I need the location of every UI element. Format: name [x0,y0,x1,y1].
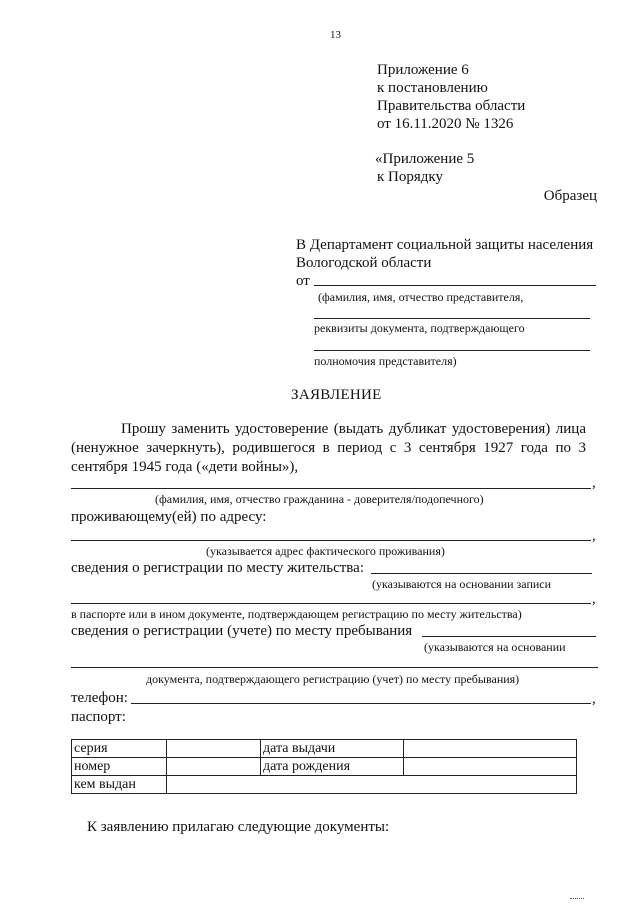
series-cell[interactable] [167,740,261,758]
representative-field-line-3[interactable] [314,350,590,351]
birth-date-label: дата рождения [261,758,404,776]
page-number: 13 [330,29,341,41]
registration-doc-hint: в паспорте или в ином документе, подтверждающем регистрацию по месту жительства) [71,607,522,621]
address-hint: (указывается адрес фактического проживания) [206,544,445,558]
appendix-line-6: к Порядку [377,169,443,185]
stay-hint: (указываются на основании [424,640,566,654]
table-row [72,776,577,794]
registration-field-line-2[interactable] [71,603,591,604]
addressee-line-1: В Департамент социальной защиты населения [296,237,594,253]
comma-2: , [592,528,596,544]
appendix-line-1: Приложение 6 [377,62,469,78]
appendix-line-4: от 16.11.2020 № 1326 [377,116,514,132]
registration-label: сведения о регистрации по месту жительства: [71,560,364,576]
passport-label: паспорт: [71,709,126,725]
representative-hint-1: (фамилия, имя, отчество представителя, [318,290,524,304]
fio-field-line[interactable] [71,488,591,489]
representative-hint-2: реквизиты документа, подтверждающего [314,321,525,335]
fio-hint: (фамилия, имя, отчество гражданина - доверителя/подопечного) [155,492,484,506]
residing-label: проживающему(ей) по адресу: [71,509,267,525]
from-label: от [296,273,310,289]
stay-field-line-2[interactable] [71,667,598,668]
table-row [72,740,577,758]
series-label: серия [72,740,167,758]
stay-label: сведения о регистрации (учете) по месту пребывания [71,623,413,639]
number-cell[interactable] [167,758,261,776]
issue-date-cell[interactable] [404,740,577,758]
birth-date-cell[interactable] [404,758,577,776]
document-title: ЗАЯВЛЕНИЕ [291,387,382,403]
comma-4: , [592,691,596,707]
sample-label: Образец [543,188,597,204]
request-paragraph: Прошу заменить удостоверение (выдать дубликат удостоверения) лица (ненужное зачеркнуть), родившегося в период с 3 сентября 1927 года по 3 сентября 1945 года («дети войны»), [71,421,586,475]
from-field-line[interactable] [314,285,596,286]
phone-field-line[interactable] [131,703,591,704]
comma-3: , [592,591,596,607]
issued-by-cell[interactable] [167,776,577,794]
issued-by-label: кем выдан [72,776,167,794]
attachments-label: К заявлению прилагаю следующие документы: [87,819,390,835]
addressee-line-2: Вологодской области [296,255,432,271]
number-label: номер [72,758,167,776]
comma-1: , [592,475,596,491]
phone-label: телефон: [71,690,128,706]
table-row [72,758,577,776]
appendix-line-3: Правительства области [377,98,526,114]
issue-date-label: дата выдачи [261,740,404,758]
representative-hint-3: полномочия представителя) [314,354,457,368]
passport-table [71,739,577,794]
stay-field-line[interactable] [422,636,596,637]
stay-doc-hint: документа, подтверждающего регистрацию (учет) по месту пребывания) [146,672,520,686]
registration-field-line[interactable] [371,573,592,574]
scan-mark [570,898,584,901]
appendix-line-2: к постановлению [377,80,488,96]
registration-hint: (указываются на основании записи [372,577,552,591]
appendix-line-5: «Приложение 5 [375,151,475,167]
address-field-line[interactable] [71,540,591,541]
representative-field-line-2[interactable] [314,318,590,319]
